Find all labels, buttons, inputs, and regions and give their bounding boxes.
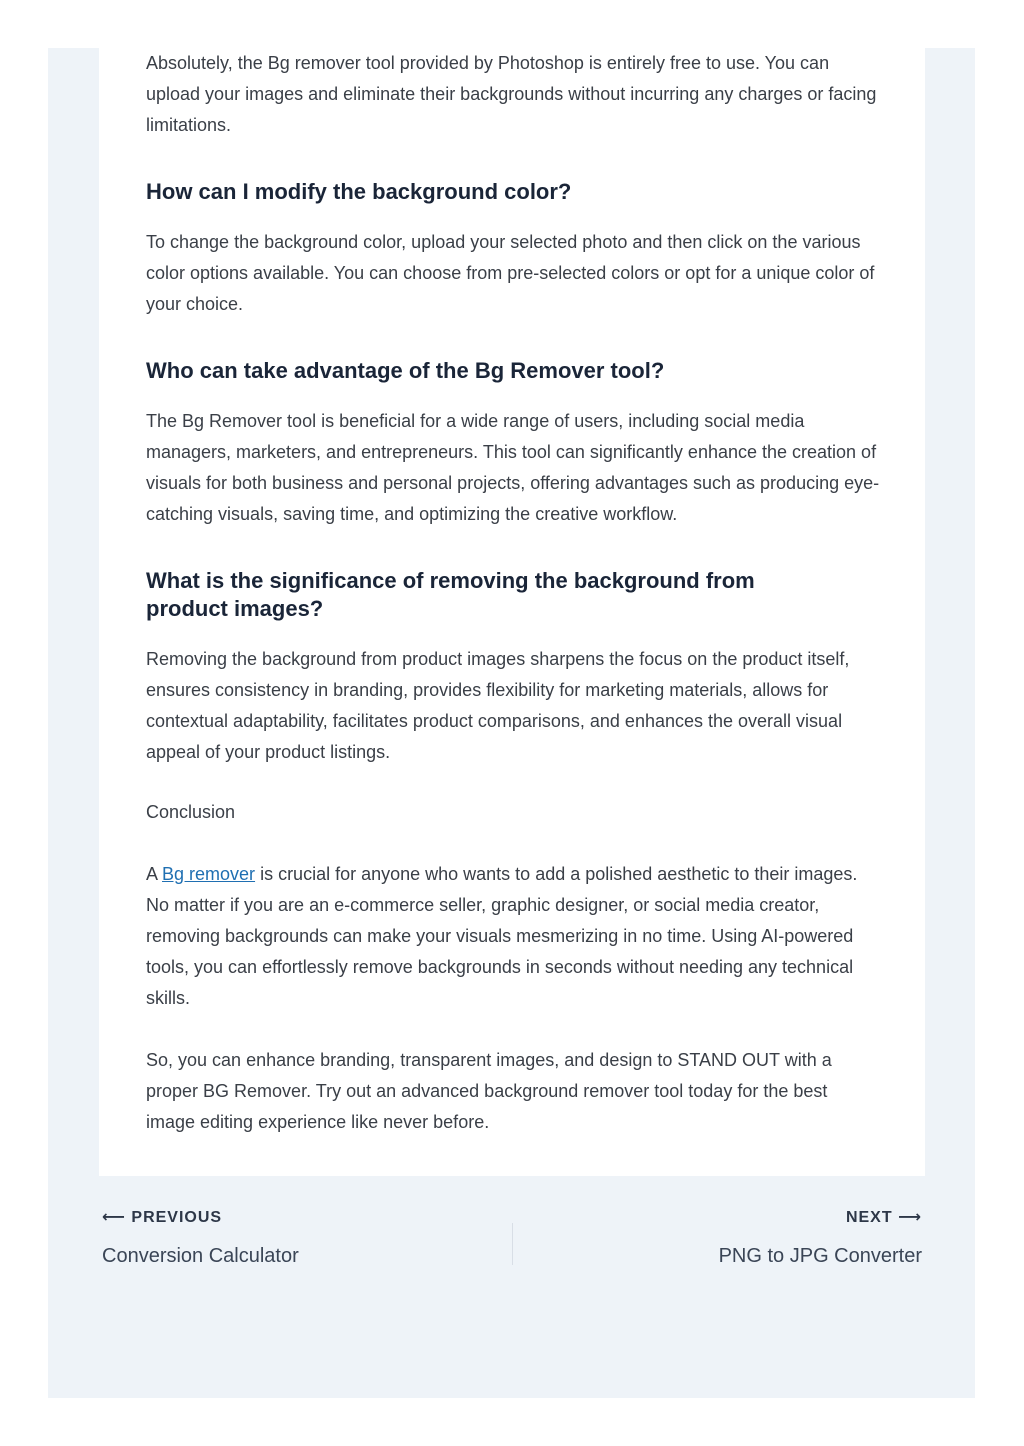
faq-question-who-benefits: Who can take advantage of the Bg Remover tool? — [146, 358, 665, 383]
faq-answer-background-color: To change the background color, upload your selected photo and then click on the various color options available. You can choose from pre-selected colors or opt for a unique color of your choice. — [146, 232, 875, 314]
previous-label-text: PREVIOUS — [131, 1209, 223, 1226]
arrow-left-icon: ⟵ — [102, 1209, 126, 1226]
faq-answer-free: Absolutely, the Bg remover tool provided by Photoshop is entirely free to use. You can upload your images and eliminate their backgrounds without incurring any charges or facing limitations. — [146, 53, 877, 135]
next-post-link[interactable] — [719, 1205, 922, 1269]
conclusion-prefix: A — [146, 864, 163, 884]
post-navigation — [99, 1205, 925, 1285]
previous-post-link[interactable] — [102, 1205, 299, 1269]
faq-question-background-color: How can I modify the background color? — [146, 179, 572, 204]
faq-question-significance: What is the significance of removing the background from product images? — [146, 568, 755, 621]
next-label — [719, 1205, 922, 1231]
conclusion-heading: Conclusion — [146, 802, 236, 822]
conclusion-paragraph-2: So, you can enhance branding, transparent images, and design to STAND OUT with a proper BG Remover. Try out an advanced background remover tool today for the best image editing experience like never before. — [146, 1050, 832, 1132]
previous-post-title[interactable]: Conversion Calculator — [102, 1245, 299, 1267]
faq-answer-who-benefits: The Bg Remover tool is beneficial for a wide range of users, including social media managers, marketers, and entrepreneurs. This tool can significantly enhance the creation of visuals for both business and personal projects, offering advantages such as producing eye-catching visuals, saving time, and optimizing the creative workflow. — [146, 411, 880, 524]
next-post-title[interactable]: PNG to JPG Converter — [718, 1245, 922, 1267]
arrow-right-icon: ⟶ — [898, 1209, 922, 1226]
faq-answer-significance: Removing the background from product images sharpens the focus on the product itself, ensures consistency in branding, provides flexibility for marketing materials, allows for contextual adaptability, facilitates product comparisons, and enhances the overall visual appeal of your product listings. — [146, 649, 850, 762]
conclusion-paragraph-1 — [146, 859, 881, 1014]
next-label-text: NEXT — [845, 1209, 893, 1226]
previous-label — [102, 1205, 299, 1231]
bg-remover-link[interactable]: Bg remover — [162, 864, 256, 884]
conclusion-suffix: is crucial for anyone who wants to add a polished aesthetic to their images. No matter if you are an e-commerce seller, graphic designer, or social media creator, removing backgrounds can make your visuals mesmerizing in no time. Using AI-powered tools, you can effortlessly remove backgrounds in seconds without needing any technical skills. — [146, 864, 858, 1008]
nav-divider — [512, 1223, 513, 1265]
article-content — [146, 48, 881, 1138]
